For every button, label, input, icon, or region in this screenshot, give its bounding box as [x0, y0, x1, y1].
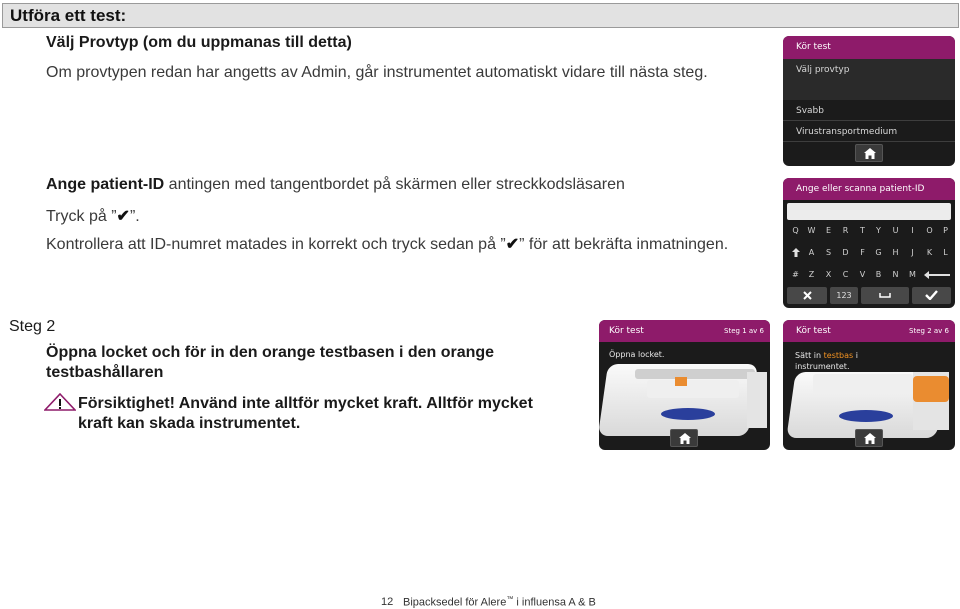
step2-screen: [783, 320, 955, 450]
warning-line2: kraft kan skada instrumentet.: [78, 415, 301, 432]
step2-msg-a: Sätt in: [795, 351, 824, 360]
verify-prefix: Kontrollera att ID-numret matades in korrekt och tryck sedan på ”: [46, 236, 506, 253]
step2-msg-line2: instrumentet.: [795, 362, 850, 371]
checkmark-icon: ✔: [116, 208, 130, 225]
step1-screen-message: Öppna locket.: [609, 350, 665, 359]
key[interactable]: S: [825, 248, 832, 257]
checkmark-icon: ✔: [505, 236, 520, 253]
section-title: Utföra ett test:: [10, 6, 127, 25]
home-icon: [864, 148, 876, 159]
key[interactable]: M: [909, 270, 916, 279]
numeric-key[interactable]: 123: [830, 287, 858, 304]
keyboard-header-title: Ange eller scanna patient-ID: [796, 184, 925, 194]
trademark-symbol: ™: [506, 596, 514, 603]
key[interactable]: U: [892, 226, 899, 235]
document-title-rest: i influensa A & B: [513, 596, 596, 609]
warning-line1: Försiktighet! Använd inte alltför mycket kraft. Alltför mycket: [78, 395, 533, 412]
step1-screen-title: Kör test: [609, 326, 644, 336]
key[interactable]: F: [860, 248, 865, 257]
section-header: [2, 3, 959, 28]
sample-type-screen: [783, 36, 955, 166]
close-icon: [803, 291, 812, 300]
step2-screen-message: [795, 350, 858, 372]
screen-header-title: Kör test: [796, 42, 831, 52]
patient-id-input[interactable]: [787, 203, 951, 220]
warning-icon: [44, 393, 76, 411]
key[interactable]: L: [943, 248, 948, 257]
key[interactable]: N: [892, 270, 899, 279]
keyboard-screen: [783, 178, 955, 308]
step1-screen-counter: Steg 1 av 6: [724, 327, 764, 335]
patient-id-bold: Ange patient-ID: [46, 176, 165, 193]
backspace-key[interactable]: [923, 266, 951, 283]
step2-screen-title: Kör test: [796, 326, 831, 336]
key[interactable]: O: [926, 226, 933, 235]
document-title: [403, 596, 596, 609]
key[interactable]: Y: [876, 226, 881, 235]
option-swab[interactable]: [783, 100, 955, 121]
home-button[interactable]: [855, 144, 883, 162]
key[interactable]: J: [911, 248, 914, 257]
option-swab-label: Svabb: [796, 106, 824, 116]
page-number: 12: [381, 596, 394, 608]
patient-id-rest: antingen med tangentbordet på skärmen eller streckkodsläsaren: [164, 176, 625, 193]
key[interactable]: E: [825, 226, 832, 235]
option-vtm-label: Virustransportmedium: [796, 127, 898, 137]
backspace-arrow-icon: [924, 271, 950, 279]
key[interactable]: P: [943, 226, 948, 235]
tap-instruction: [46, 206, 140, 226]
shift-arrow-icon: [792, 248, 800, 257]
key[interactable]: R: [842, 226, 849, 235]
screen-subheader-label: Välj provtyp: [796, 65, 850, 75]
step2-title-line1: Öppna locket och för in den orange testbasen i den orange: [46, 344, 495, 361]
key[interactable]: C: [842, 270, 849, 279]
verify-suffix: ” för att bekräfta inmatningen.: [519, 236, 729, 253]
key[interactable]: D: [842, 248, 849, 257]
shift-key[interactable]: [789, 244, 802, 261]
checkmark-icon: [925, 290, 938, 300]
key[interactable]: A: [808, 248, 815, 257]
tap-prefix: Tryck på ”: [46, 208, 117, 225]
step2-title-line2: testbashållaren: [46, 364, 164, 381]
hash-key[interactable]: #: [792, 270, 799, 279]
option-vtm[interactable]: [783, 121, 955, 142]
screen-header: [783, 36, 955, 59]
key[interactable]: T: [860, 226, 865, 235]
key[interactable]: W: [807, 226, 816, 235]
step1-screen-header: [599, 320, 770, 342]
home-icon: [679, 433, 691, 444]
cancel-key[interactable]: [787, 287, 827, 304]
step1-title: Välj Provtyp (om du uppmanas till detta): [46, 34, 352, 51]
step2-screen-counter: Steg 2 av 6: [909, 327, 949, 335]
step2-msg-b: i: [853, 351, 858, 360]
confirm-key[interactable]: [912, 287, 951, 304]
step2-msg-highlight: testbas: [823, 351, 854, 360]
home-icon: [864, 433, 876, 444]
document-title-main: Bipacksedel för Alere: [403, 596, 507, 609]
key[interactable]: H: [892, 248, 899, 257]
key[interactable]: I: [911, 226, 914, 235]
patient-id-instruction: [46, 176, 625, 194]
key[interactable]: Q: [792, 226, 799, 235]
key[interactable]: Z: [808, 270, 815, 279]
step1-description: Om provtypen redan har angetts av Admin, går instrumentet automatiskt vidare till nästa steg.: [46, 64, 708, 81]
key[interactable]: X: [825, 270, 832, 279]
verify-instruction: [46, 234, 728, 254]
space-key[interactable]: [861, 287, 909, 304]
home-button[interactable]: [855, 429, 883, 447]
step2-label: Steg 2: [9, 318, 56, 335]
tap-suffix: ”.: [129, 208, 140, 225]
screen-subheader: [783, 59, 955, 100]
keyboard-header: [783, 178, 955, 200]
key[interactable]: V: [859, 270, 866, 279]
step2-screen-header: [783, 320, 955, 342]
key[interactable]: G: [875, 248, 882, 257]
key[interactable]: K: [926, 248, 933, 257]
home-button[interactable]: [670, 429, 698, 447]
key[interactable]: B: [875, 270, 882, 279]
space-icon: [879, 293, 891, 299]
step1-screen: [599, 320, 770, 450]
